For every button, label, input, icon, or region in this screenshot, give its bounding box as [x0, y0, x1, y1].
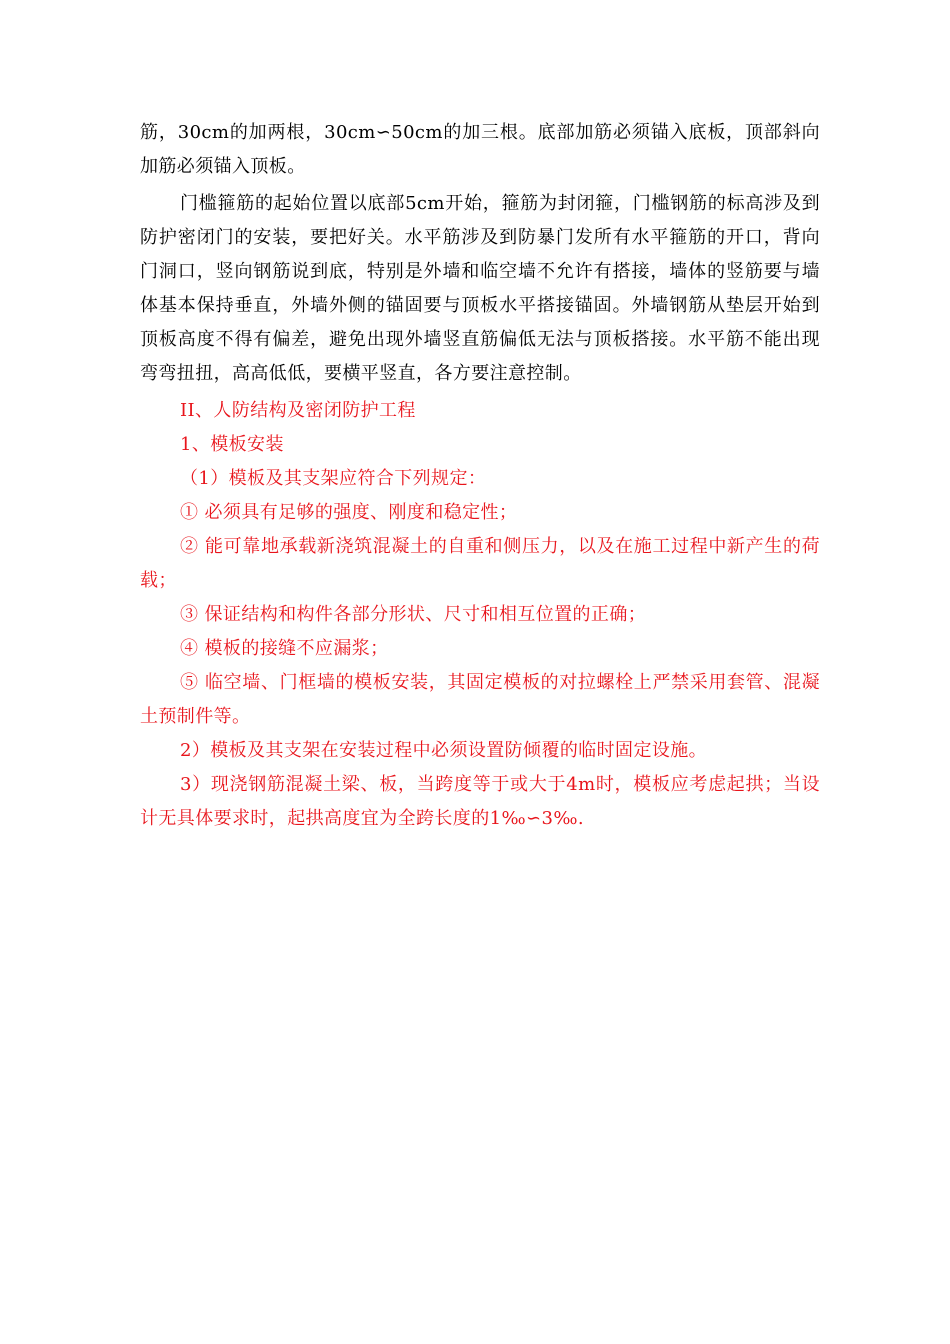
section-heading-civil-defense: II、人防结构及密闭防护工程 — [180, 400, 416, 421]
list-item-position: ③ 保证结构和构件各部分形状、尺寸和相互位置的正确； — [180, 604, 647, 625]
document-page — [140, 116, 820, 836]
paragraph-threshold-stirrups: 门槛箍筋的起始位置以底部5cm开始，箍筋为封闭箍，门槛钢筋的标高涉及到防护密闭门的安装，要把好关。水平筋涉及到防暴门发所有水平箍筋的开口，背向门洞口，竖向钢筋说到底，特别是外墙和临空墙不允许有搭接，墙体的竖筋要与墙体基本保持垂直，外墙外侧的锚固要与顶板水平搭接锚固。外墙钢筋从垫层开始到顶板高度不得有偏差，避免出现外墙竖直筋偏低无法与顶板搭接。水平筋不能出现弯弯扭扭，高高低低，要横平竖直，各方要注意控制。 — [140, 193, 820, 384]
list-item-wall-formwork: ⑤ 临空墙、门框墙的模板安装，其固定模板的对拉螺栓上严禁采用套管、混凝土预制件等。 — [140, 672, 820, 727]
list-item-joints: ④ 模板的接缝不应漏浆； — [180, 638, 389, 659]
list-item-strength: ① 必须具有足够的强度、刚度和稳定性； — [180, 502, 518, 523]
paragraph-formwork-rules: （1）模板及其支架应符合下列规定： — [180, 468, 487, 489]
paragraph-anti-tipping: 2）模板及其支架在安装过程中必须设置防倾覆的临时固定设施。 — [180, 740, 708, 761]
paragraph-camber: 3）现浇钢筋混凝土梁、板，当跨度等于或大于4m时，模板应考虑起拱；当设计无具体要求时，起拱高度宜为全跨长度的1‰∽3‰. — [140, 774, 820, 829]
paragraph-rebar-reinforcement: 筋，30cm的加两根，30cm∽50cm的加三根。底部加筋必须锚入底板，顶部斜向加筋必须锚入顶板。 — [140, 122, 820, 177]
list-item-load-bearing: ② 能可靠地承载新浇筑混凝土的自重和侧压力，以及在施工过程中新产生的荷载； — [140, 536, 820, 591]
subsection-heading-formwork: 1、模板安装 — [180, 434, 284, 455]
